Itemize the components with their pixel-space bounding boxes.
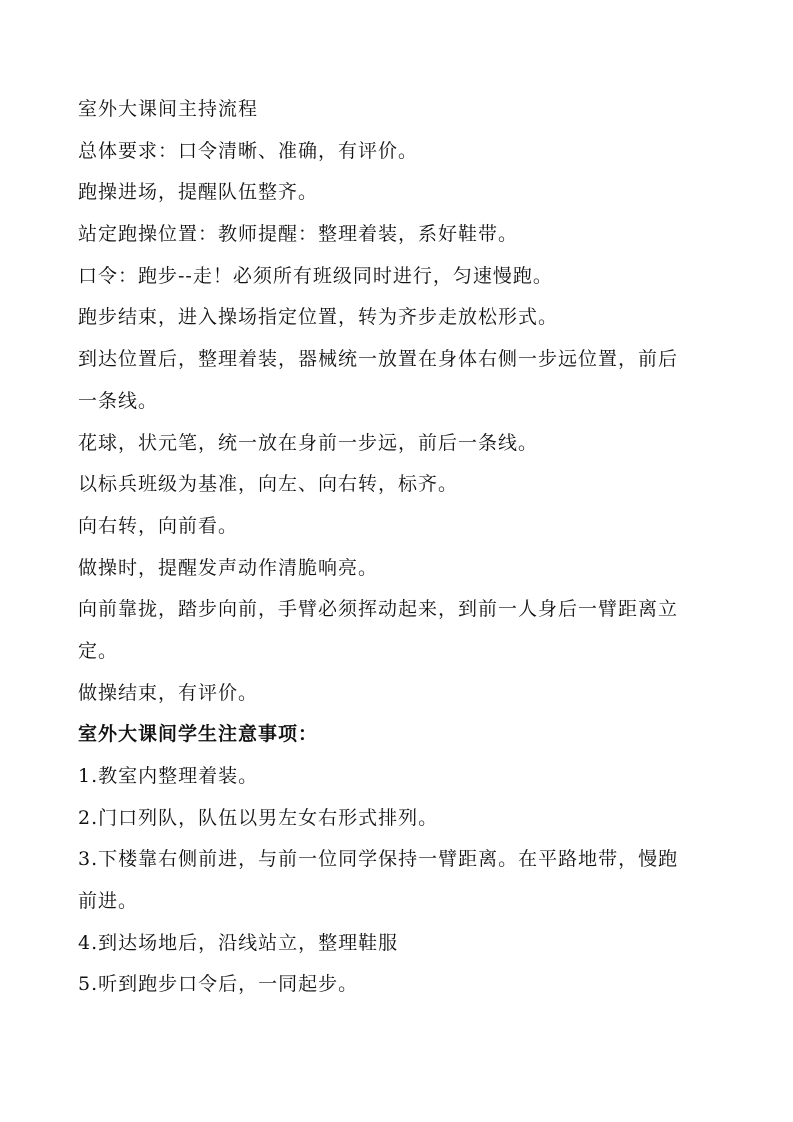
procedure-line: 跑步结束，进入操场指定位置，转为齐步走放松形式。: [78, 306, 559, 329]
notes-line: 5.听到跑步口令后，一同起步。: [78, 973, 359, 996]
procedure-line: 以标兵班级为基准，向左、向右转，标齐。: [78, 473, 459, 496]
procedure-line: 定。: [78, 639, 119, 662]
notes-line: 4.到达场地后，沿线站立，整理鞋服: [78, 931, 399, 954]
procedure-line: 站定跑操位置：教师提醒：整理着装，系好鞋带。: [78, 223, 519, 246]
procedure-line: 向前靠拢，踏步向前，手臂必须挥动起来，到前一人身后一臂距离立: [78, 598, 679, 621]
procedure-line: 向右转，向前看。: [78, 514, 239, 537]
document-page: [78, 93, 718, 1010]
document-title: 室外大课间主持流程: [78, 98, 259, 120]
notes-line: 3.下楼靠右侧前进，与前一位同学保持一臂距离。在平路地带，慢跑: [78, 848, 679, 871]
procedure-line: 做操结束，有评价。: [78, 681, 259, 704]
notes-line: 前进。: [78, 890, 139, 913]
procedure-line: 一条线。: [78, 389, 159, 412]
notes-line: 1.教室内整理着装。: [78, 765, 259, 787]
procedure-line: 做操时，提醒发声动作清脆响亮。: [78, 556, 379, 579]
procedure-line: 总体要求：口令清晰、准确，有评价。: [78, 139, 419, 162]
notes-line: 2.门口列队，队伍以男左女右形式排列。: [78, 806, 439, 829]
procedure-line: 到达位置后，整理着装，器械统一放置在身体右侧一步远位置，前后: [78, 348, 679, 371]
procedure-line: 跑操进场，提醒队伍整齐。: [78, 181, 319, 204]
procedure-line: 口令：跑步--走！必须所有班级同时进行，匀速慢跑。: [78, 264, 553, 287]
notes-heading: 室外大课间学生注意事项：: [78, 723, 319, 746]
procedure-line: 花球，状元笔，统一放在身前一步远，前后一条线。: [78, 431, 539, 454]
